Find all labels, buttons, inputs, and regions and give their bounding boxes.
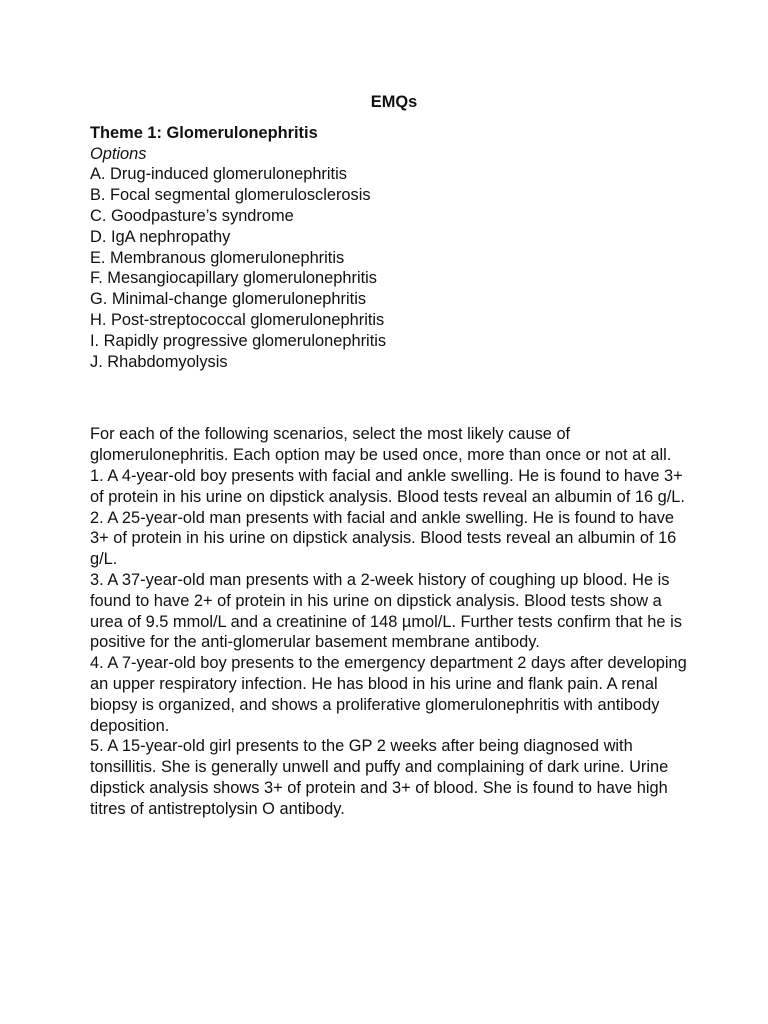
section-spacer — [90, 372, 690, 424]
options-label: Options — [90, 144, 147, 163]
option-item-j: J. Rhabdomyolysis — [90, 352, 228, 371]
question-list — [90, 466, 690, 820]
question-item-4: 4. A 7-year-old boy presents to the emergency department 2 days after developing an upper respiratory infection. He has blood in his urine and flank pain. A renal biopsy is organized, and shows a proliferative glomerulonephritis with antibody deposition. — [90, 654, 687, 735]
instructions-paragraph: For each of the following scenarios, select the most likely cause of glomerulonephritis. Each option may be used once, more than once or not at all. — [90, 425, 672, 465]
question-item-2: 2. A 25-year-old man presents with facial and ankle swelling. He is found to have 3+ of protein in his urine on dipstick analysis. Blood tests reveal an albumin of 16 g/L. — [90, 508, 677, 569]
document-title: EMQs — [370, 93, 418, 111]
option-item-g: G. Minimal-change glomerulonephritis — [90, 290, 367, 309]
option-item-e: E. Membranous glomerulonephritis — [90, 248, 345, 267]
option-item-i: I. Rapidly progressive glomerulonephritis — [90, 331, 387, 350]
theme-title: Theme 1: Glomerulonephritis — [90, 123, 318, 142]
option-item-h: H. Post-streptococcal glomerulonephritis — [90, 310, 385, 329]
option-list — [90, 164, 690, 372]
option-item-a: A. Drug-induced glomerulonephritis — [90, 165, 347, 184]
option-item-c: C. Goodpasture’s syndrome — [90, 206, 294, 225]
option-item-d: D. IgA nephropathy — [90, 227, 231, 246]
option-item-f: F. Mesangiocapillary glomerulonephritis — [90, 269, 377, 288]
question-item-3: 3. A 37-year-old man presents with a 2-week history of coughing up blood. He is found to have 2+ of protein in his urine on dipstick analysis. Blood tests show a urea of 9.5 mmol/L and a creatinine of 148 µmol/L. Further tests confirm that he is positive for the anti-glomerular basement membrane antibody. — [90, 570, 682, 652]
question-item-1: 1. A 4-year-old boy presents with facial and ankle swelling. He is found to have 3+ of protein in his urine on dipstick analysis. Blood tests reveal an albumin of 16 g/L. — [90, 466, 685, 506]
question-item-5: 5. A 15-year-old girl presents to the GP 2 weeks after being diagnosed with tonsillitis. She is generally unwell and puffy and complaining of dark urine. Urine dipstick analysis shows 3+ of protein and 3+ of blood. She is found to have high titres of antistreptolysin O antibody. — [90, 737, 669, 818]
document-page — [90, 92, 690, 820]
option-item-b: B. Focal segmental glomerulosclerosis — [90, 186, 371, 205]
